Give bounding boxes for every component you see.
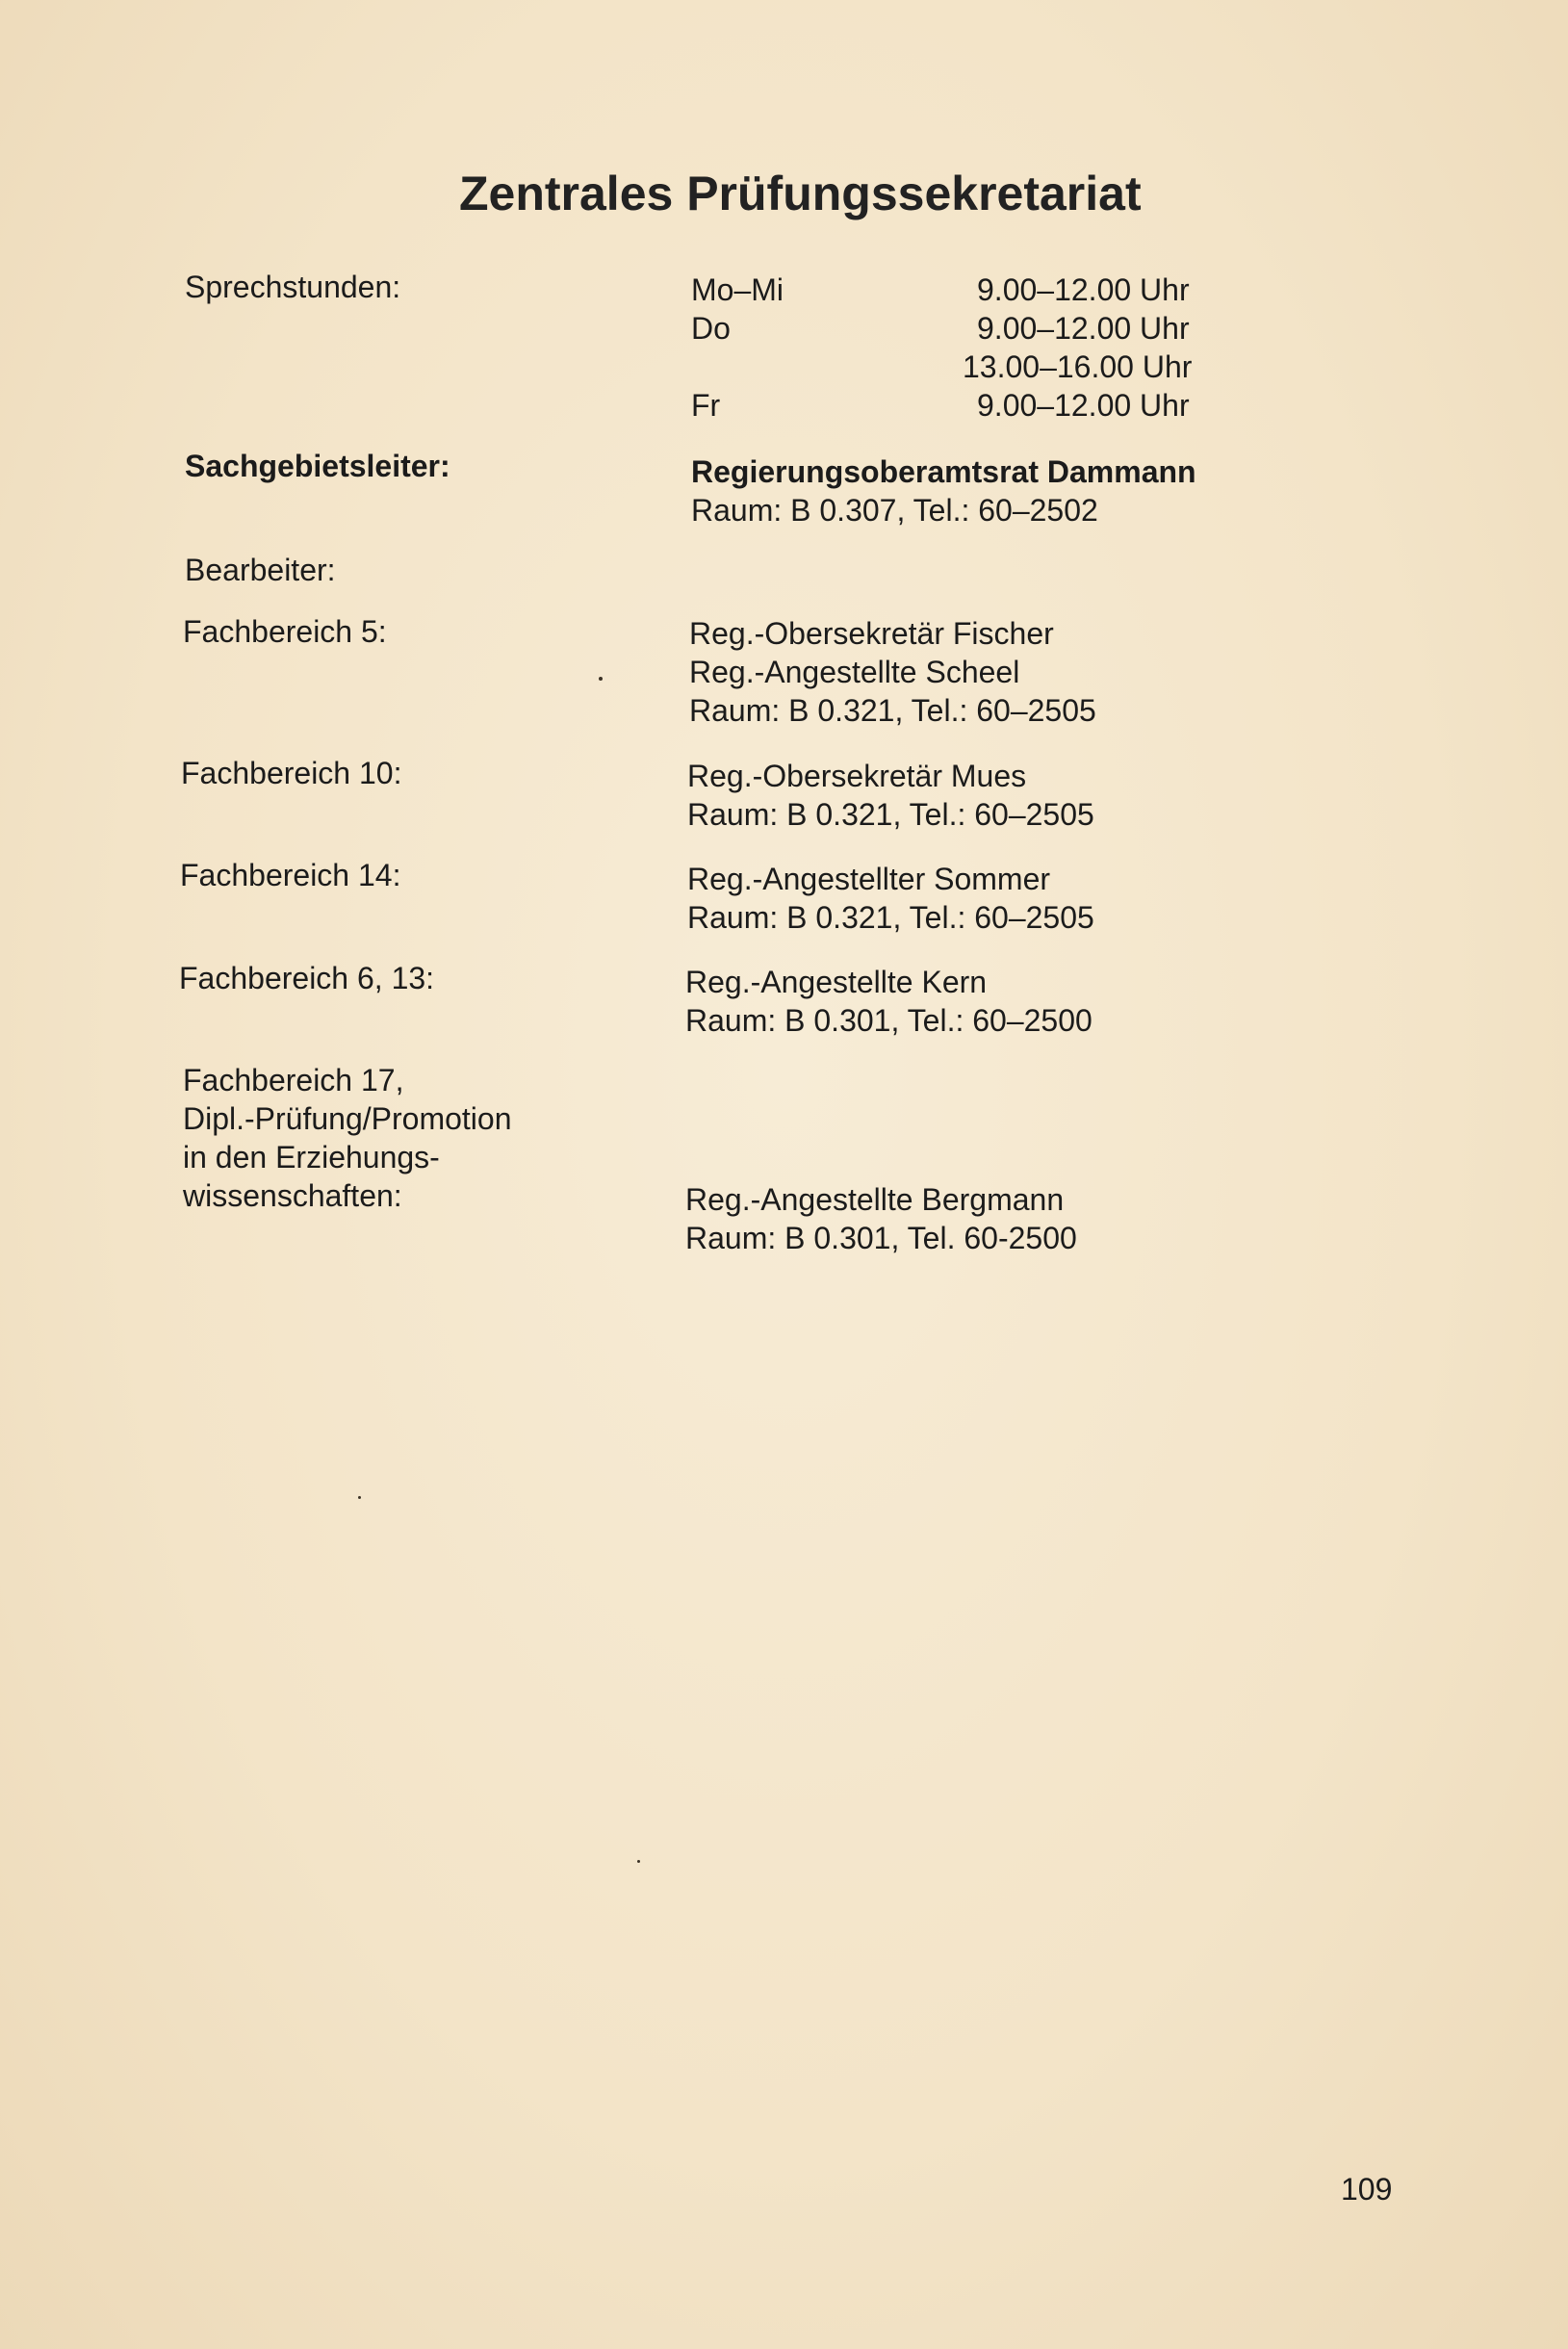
hours-day: Do	[691, 311, 731, 346]
label-line: Dipl.-Prüfung/Promotion	[183, 1101, 512, 1136]
fachbereich-label: Fachbereich 5:	[183, 614, 387, 649]
label-line: Fachbereich 17,	[183, 1063, 404, 1097]
staff-line: Raum: B 0.301, Tel. 60-2500	[685, 1221, 1077, 1255]
hours-time: 9.00–12.00 Uhr	[977, 388, 1190, 423]
staff-line: Reg.-Angestellte Kern	[685, 965, 988, 999]
page-title: Zentrales Prüfungssekretariat	[459, 167, 1142, 220]
fachbereich-label: Fachbereich 14:	[180, 858, 401, 892]
staff-line: Raum: B 0.321, Tel.: 60–2505	[689, 693, 1096, 728]
hours-day: Fr	[691, 388, 721, 423]
fachbereich-label: Fachbereich 10:	[181, 756, 402, 790]
hours-time: 9.00–12.00 Uhr	[977, 272, 1190, 307]
paper-speck	[637, 1860, 640, 1863]
staff-line: Raum: B 0.301, Tel.: 60–2500	[685, 1003, 1092, 1038]
sachgebietsleiter-name: Regierungsoberamtsrat Dammann	[691, 454, 1196, 489]
fachbereich-label	[183, 1061, 511, 1215]
fachbereich-staff	[687, 757, 1094, 834]
hours-day: Mo–Mi	[691, 272, 784, 307]
fachbereich-staff	[687, 860, 1094, 937]
staff-line: Reg.-Obersekretär Fischer	[689, 616, 1054, 651]
hours-time: 13.00–16.00 Uhr	[963, 349, 1193, 384]
fachbereich-staff	[685, 1180, 1077, 1257]
staff-line: Raum: B 0.321, Tel.: 60–2505	[687, 797, 1094, 832]
paper-speck	[358, 1496, 361, 1499]
page-number: 109	[1341, 2172, 1393, 2207]
label-line: in den Erziehungs-	[183, 1140, 440, 1174]
fachbereich-staff	[685, 963, 1092, 1040]
staff-line: Reg.-Angestellte Scheel	[689, 655, 1020, 689]
staff-line: Raum: B 0.321, Tel.: 60–2505	[687, 900, 1094, 935]
hours-time: 9.00–12.00 Uhr	[977, 311, 1190, 346]
staff-line: Reg.-Obersekretär Mues	[687, 759, 1027, 793]
staff-line: Reg.-Angestellte Bergmann	[685, 1182, 1065, 1217]
sachgebietsleiter-label: Sachgebietsleiter:	[185, 449, 450, 483]
fachbereich-staff	[689, 614, 1096, 730]
paper-speck	[599, 677, 603, 681]
bearbeiter-label: Bearbeiter:	[185, 553, 336, 587]
sprechstunden-label: Sprechstunden:	[185, 270, 401, 304]
sachgebietsleiter-room: Raum: B 0.307, Tel.: 60–2502	[691, 493, 1098, 528]
staff-line: Reg.-Angestellter Sommer	[687, 862, 1051, 896]
label-line: wissenschaften:	[183, 1178, 402, 1213]
fachbereich-label: Fachbereich 6, 13:	[179, 961, 435, 995]
